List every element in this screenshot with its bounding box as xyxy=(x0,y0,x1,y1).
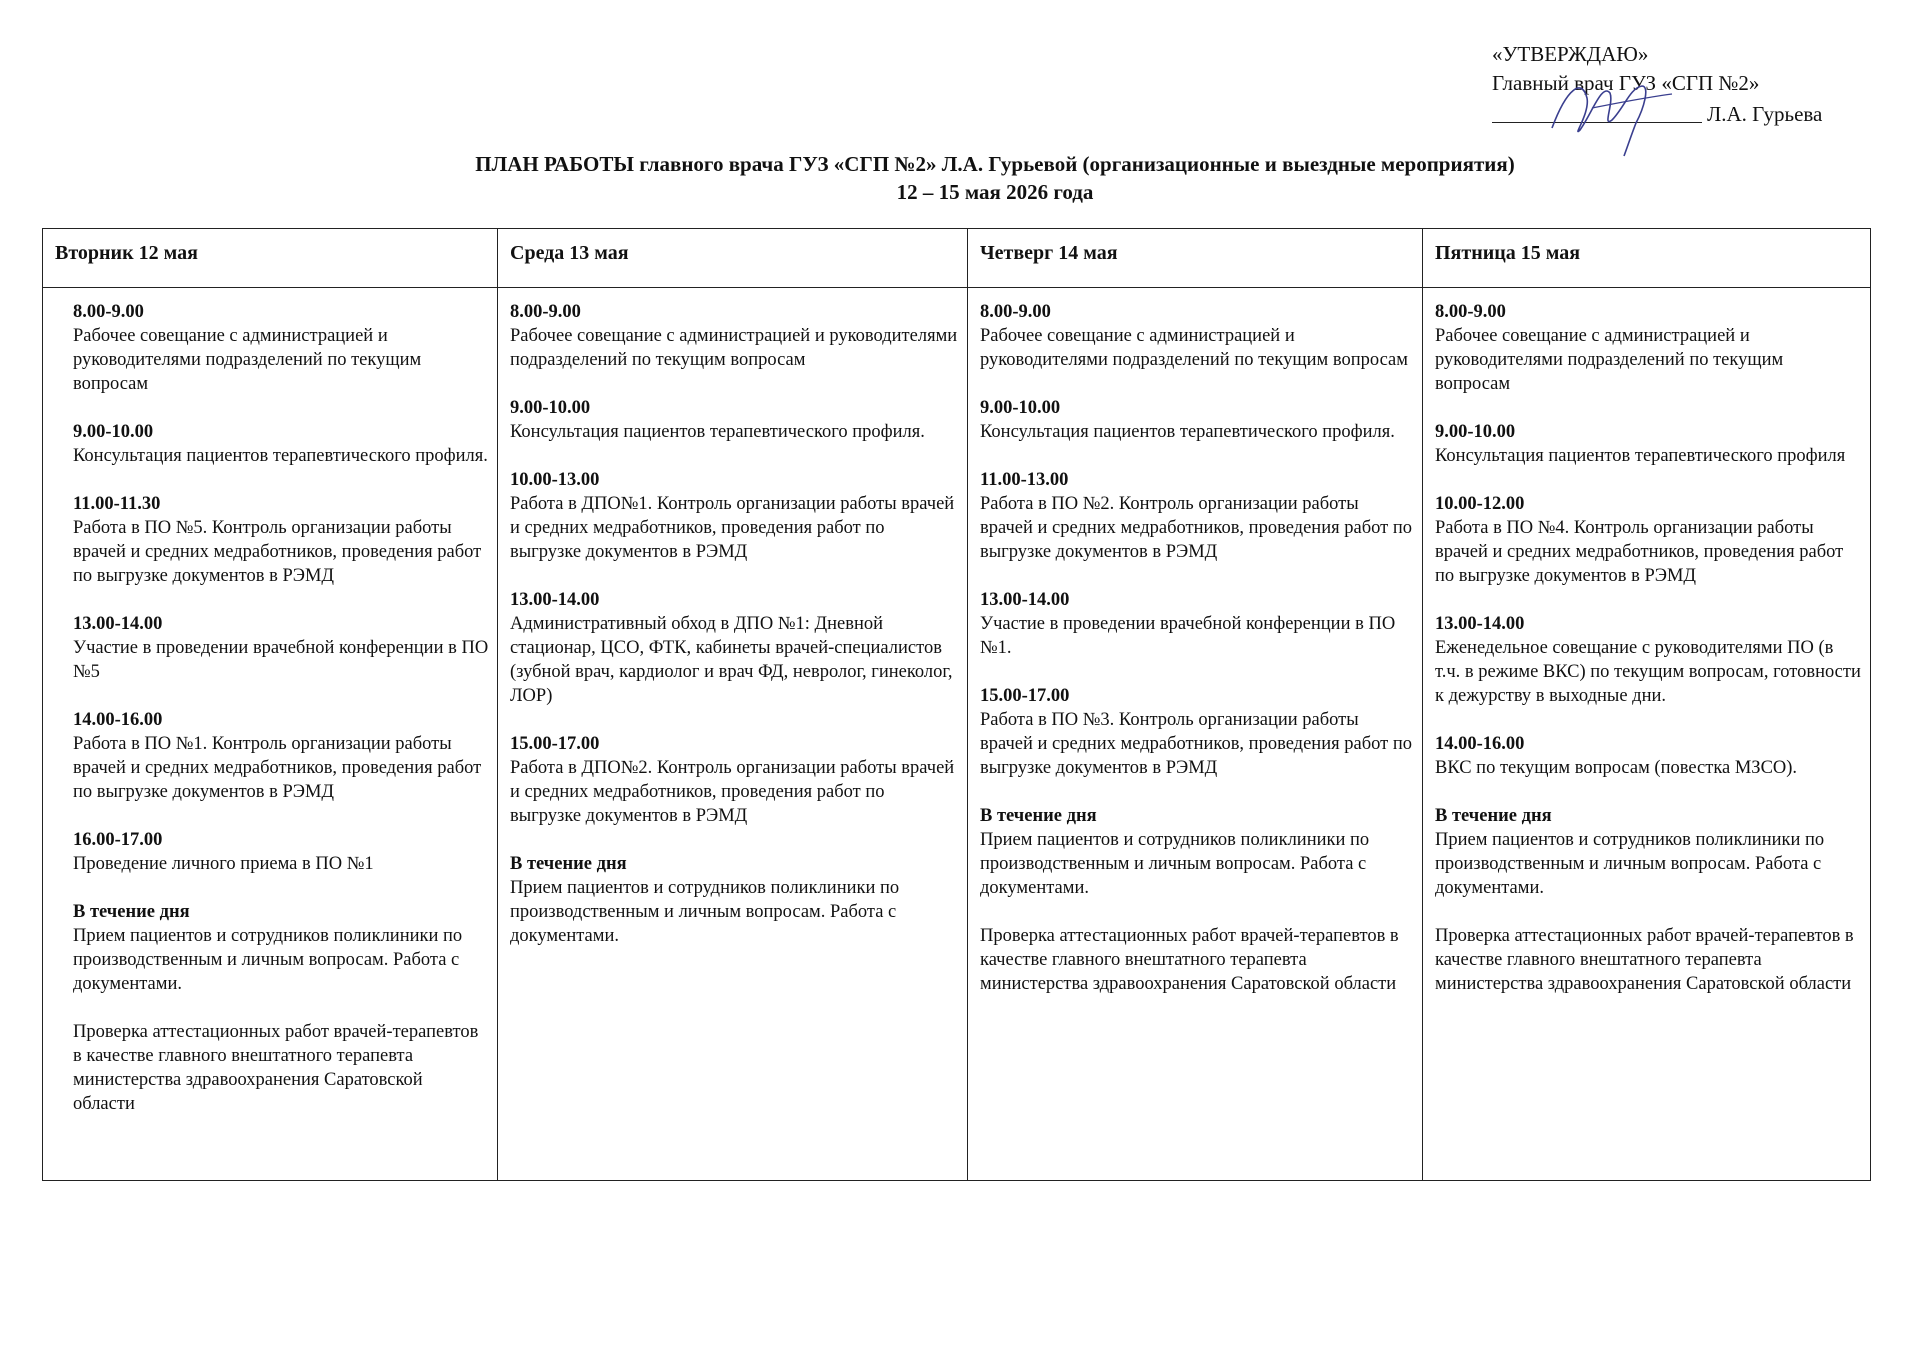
schedule-header-row xyxy=(43,229,1871,288)
entry-time: В течение дня xyxy=(1435,806,1552,826)
signature-line xyxy=(1492,98,1892,130)
schedule-entry xyxy=(73,420,489,468)
entry-text: Рабочее совещание с администрацией и руководителями подразделений по текущим вопросам xyxy=(980,326,1408,370)
schedule-entry xyxy=(73,1020,489,1116)
schedule-entry xyxy=(73,492,489,588)
entry-text: Административный обход в ДПО №1: Дневной стационар, ЦСО, ФТК, кабинеты врачей-специалистов (зубной врач, кардиолог и врач ФД, невролог, гинеколог, ЛОР) xyxy=(510,614,953,706)
entry-time: 8.00-9.00 xyxy=(510,302,581,322)
entry-text: Прием пациентов и сотрудников поликлиники по производственным и личным вопросам. Работа с документами. xyxy=(73,926,463,994)
entry-text: Участие в проведении врачебной конференции в ПО №1. xyxy=(980,614,1396,658)
entry-text: Консультация пациентов терапевтического профиля xyxy=(1435,446,1846,466)
schedule-entry xyxy=(510,468,959,564)
approval-block xyxy=(1492,40,1892,130)
entry-time: 9.00-10.00 xyxy=(73,422,154,442)
entry-text: Рабочее совещание с администрацией и руководителями подразделений по текущим вопросам xyxy=(73,326,422,394)
entry-time: В течение дня xyxy=(510,854,627,874)
schedule-entry xyxy=(1435,732,1862,780)
entry-time: 15.00-17.00 xyxy=(510,734,600,754)
schedule-body-row xyxy=(43,288,1871,1181)
entry-text: Рабочее совещание с администрацией и руководителями подразделений по текущим вопросам xyxy=(510,326,958,370)
schedule-entry xyxy=(1435,924,1862,996)
schedule-entry xyxy=(510,732,959,828)
entry-time: 11.00-13.00 xyxy=(980,470,1069,490)
entry-text: Проверка аттестационных работ врачей-терапевтов в качестве главного внештатного терапевта министерства здравоохранения Саратовской области xyxy=(1435,926,1854,994)
entry-text: Работа в ДПО№1. Контроль организации работы врачей и средних медработников, проведения работ по выгрузке документов в РЭМД xyxy=(510,494,955,562)
entry-text: Консультация пациентов терапевтического профиля. xyxy=(73,446,488,466)
entry-time: 9.00-10.00 xyxy=(510,398,591,418)
day-column xyxy=(968,288,1423,1181)
schedule-entry xyxy=(980,684,1414,780)
entry-text: ВКС по текущим вопросам (повестка МЗСО). xyxy=(1435,758,1798,778)
schedule-entry xyxy=(1435,492,1862,588)
entry-text: Работа в ПО №5. Контроль организации работы врачей и средних медработников, проведения работ по выгрузке документов в РЭМД xyxy=(73,518,482,586)
title-line-2: 12 – 15 мая 2026 года xyxy=(896,180,1094,204)
day-header: Четверг 14 мая xyxy=(968,229,1423,288)
day-header: Пятница 15 мая xyxy=(1423,229,1871,288)
entry-text: Работа в ПО №3. Контроль организации работы врачей и средних медработников, проведения работ по выгрузке документов в РЭМД xyxy=(980,710,1412,778)
schedule-entry xyxy=(73,300,489,396)
entry-time: 9.00-10.00 xyxy=(1435,422,1516,442)
entry-time: В течение дня xyxy=(73,902,190,922)
schedule-entry xyxy=(980,300,1414,372)
entry-time: 8.00-9.00 xyxy=(980,302,1051,322)
entry-text: Работа в ПО №1. Контроль организации работы врачей и средних медработников, проведения работ по выгрузке документов в РЭМД xyxy=(73,734,482,802)
entry-time: 10.00-12.00 xyxy=(1435,494,1525,514)
entry-text: Проведение личного приема в ПО №1 xyxy=(73,854,374,874)
schedule-table xyxy=(42,228,1871,1181)
entry-text: Работа в ДПО№2. Контроль организации работы врачей и средних медработников, проведения работ по выгрузке документов в РЭМД xyxy=(510,758,955,826)
entry-text: Консультация пациентов терапевтического профиля. xyxy=(510,422,925,442)
entry-text: Работа в ПО №4. Контроль организации работы врачей и средних медработников, проведения работ по выгрузке документов в РЭМД xyxy=(1435,518,1844,586)
entry-time: 9.00-10.00 xyxy=(980,398,1061,418)
day-header: Среда 13 мая xyxy=(498,229,968,288)
schedule-entry xyxy=(1435,612,1862,708)
entry-text: Участие в проведении врачебной конференции в ПО №5 xyxy=(73,638,489,682)
approval-position: Главный врач ГУЗ «СГП №2» xyxy=(1492,71,1760,95)
entry-text: Проверка аттестационных работ врачей-терапевтов в качестве главного внештатного терапевта министерства здравоохранения Саратовской области xyxy=(73,1022,479,1114)
day-header: Вторник 12 мая xyxy=(43,229,498,288)
schedule-entry xyxy=(73,828,489,876)
entry-text: Прием пациентов и сотрудников поликлиники по производственным и личным вопросам. Работа с документами. xyxy=(980,830,1370,898)
title-line-1: ПЛАН РАБОТЫ главного врача ГУЗ «СГП №2» Л.А. Гурьевой (организационные и выездные мероприятия) xyxy=(475,152,1515,176)
schedule-entry xyxy=(510,300,959,372)
entry-time: 8.00-9.00 xyxy=(73,302,144,322)
schedule-entry xyxy=(510,852,959,948)
entry-time: 14.00-16.00 xyxy=(73,710,163,730)
schedule-entry xyxy=(1435,804,1862,900)
entry-text: Работа в ПО №2. Контроль организации работы врачей и средних медработников, проведения работ по выгрузке документов в РЭМД xyxy=(980,494,1412,562)
schedule-entry xyxy=(510,588,959,708)
entry-time: 16.00-17.00 xyxy=(73,830,163,850)
approval-heading: «УТВЕРЖДАЮ» xyxy=(1492,42,1649,66)
schedule-entry xyxy=(73,900,489,996)
schedule-entry xyxy=(1435,420,1862,468)
schedule-entry xyxy=(980,588,1414,660)
entry-time: 13.00-14.00 xyxy=(73,614,163,634)
schedule-entry xyxy=(1435,300,1862,396)
entry-time: 13.00-14.00 xyxy=(980,590,1070,610)
schedule-entry xyxy=(980,924,1414,996)
entry-text: Консультация пациентов терапевтического профиля. xyxy=(980,422,1395,442)
day-column xyxy=(498,288,968,1181)
entry-time: 15.00-17.00 xyxy=(980,686,1070,706)
entry-time: В течение дня xyxy=(980,806,1097,826)
entry-time: 13.00-14.00 xyxy=(1435,614,1525,634)
schedule-entry xyxy=(980,804,1414,900)
schedule-entry xyxy=(980,396,1414,444)
entry-text: Еженедельное совещание с руководителями ПО (в т.ч. в режиме ВКС) по текущим вопросам, готовности к дежурству в выходные дни. xyxy=(1435,638,1861,706)
entry-text: Проверка аттестационных работ врачей-терапевтов в качестве главного внештатного терапевта министерства здравоохранения Саратовской области xyxy=(980,926,1399,994)
schedule-entry xyxy=(510,396,959,444)
approver-name: Л.А. Гурьева xyxy=(1707,102,1823,126)
document-title xyxy=(0,150,1920,206)
schedule-entry xyxy=(980,468,1414,564)
entry-text: Прием пациентов и сотрудников поликлиники по производственным и личным вопросам. Работа с документами. xyxy=(510,878,900,946)
entry-time: 10.00-13.00 xyxy=(510,470,600,490)
day-column xyxy=(1423,288,1871,1181)
entry-time: 11.00-11.30 xyxy=(73,494,161,514)
entry-text: Прием пациентов и сотрудников поликлиники по производственным и личным вопросам. Работа с документами. xyxy=(1435,830,1825,898)
entry-text: Рабочее совещание с администрацией и руководителями подразделений по текущим вопросам xyxy=(1435,326,1784,394)
day-column xyxy=(43,288,498,1181)
schedule-entry xyxy=(73,708,489,804)
entry-time: 14.00-16.00 xyxy=(1435,734,1525,754)
schedule-entry xyxy=(73,612,489,684)
entry-time: 13.00-14.00 xyxy=(510,590,600,610)
entry-time: 8.00-9.00 xyxy=(1435,302,1506,322)
handwritten-signature xyxy=(1532,68,1692,158)
